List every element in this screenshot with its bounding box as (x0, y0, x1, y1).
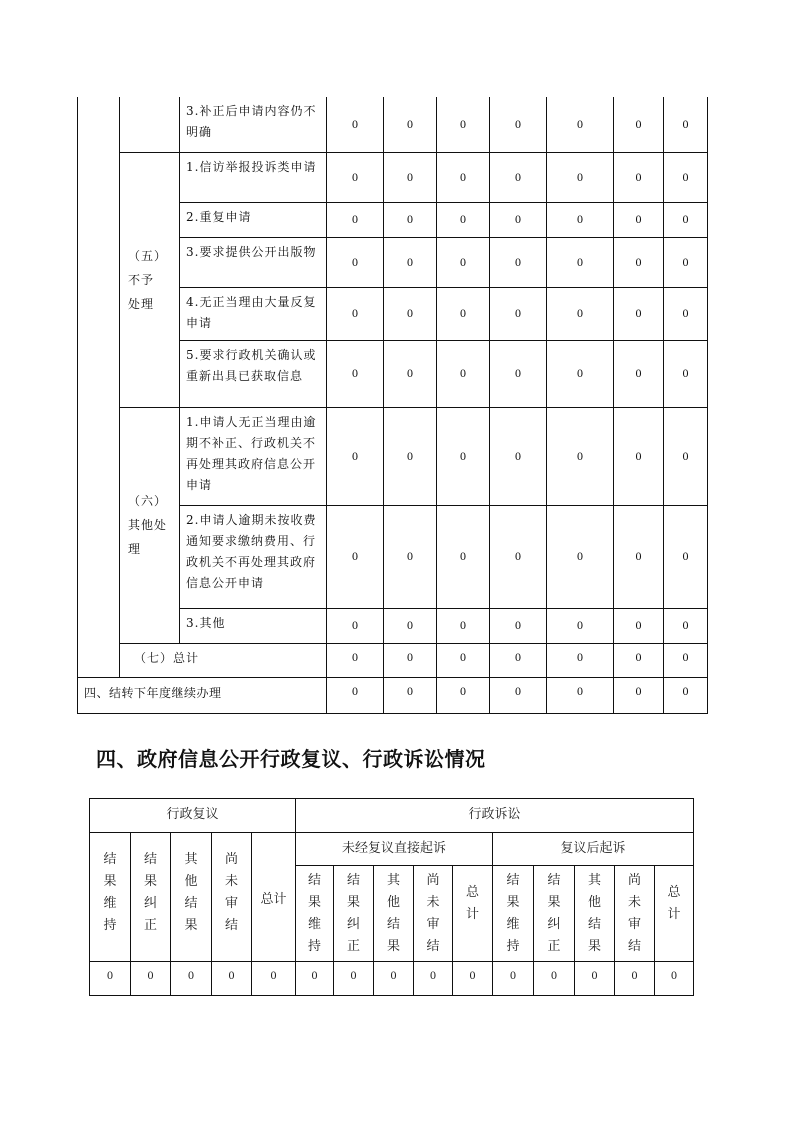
value-cell: 0 (327, 608, 384, 643)
direct-col-header (374, 866, 414, 962)
header-char: 果 (103, 874, 117, 889)
value-cell: 0 (384, 608, 437, 643)
header-char: 结 (307, 873, 321, 888)
table-row (78, 97, 708, 152)
header-char: 尚 (224, 852, 238, 867)
value-cell: 0 (384, 505, 437, 608)
table-row (78, 152, 708, 202)
total-value-cell: 0 (664, 643, 708, 677)
carryover-value-cell: 0 (614, 677, 664, 713)
header-char: 果 (184, 918, 198, 933)
value-cell: 0 (614, 287, 664, 340)
value-cell: 0 (437, 202, 490, 237)
value-cell: 0 (252, 962, 296, 996)
value-cell: 0 (547, 237, 614, 287)
direct-col-header (334, 866, 374, 962)
header-char: 结 (103, 852, 117, 867)
header-char: 持 (506, 939, 520, 954)
value-cell: 0 (614, 202, 664, 237)
group-label-line: （六） (128, 494, 168, 508)
header-char: 结 (386, 917, 400, 932)
header-char: 维 (506, 917, 520, 932)
header-char: 审 (224, 896, 238, 911)
header-char: 持 (307, 939, 321, 954)
header-char: 结 (426, 939, 440, 954)
direct-col-header (296, 866, 334, 962)
value-cell: 0 (327, 97, 384, 152)
header-char: 结 (346, 873, 360, 888)
value-cell: 0 (614, 407, 664, 505)
value-cell: 0 (664, 340, 708, 407)
review-litigation-table (89, 798, 694, 996)
value-cell: 0 (414, 962, 453, 996)
group-label-line: 其他处 (128, 518, 168, 532)
header-char: 结 (587, 917, 601, 932)
header-char: 他 (587, 895, 601, 910)
header-char: 结 (506, 873, 520, 888)
value-cell: 0 (374, 962, 414, 996)
carryover-value-cell: 0 (547, 677, 614, 713)
total-value-cell: 0 (327, 643, 384, 677)
header-char: 正 (346, 939, 360, 954)
header-char: 果 (587, 939, 601, 954)
section-title: 四、政府信息公开行政复议、行政诉讼情况 (96, 747, 486, 771)
header-char: 审 (627, 917, 641, 932)
group-label-line: 不予 (128, 272, 155, 287)
value-cell: 0 (614, 152, 664, 202)
value-cell: 0 (664, 152, 708, 202)
total-value-cell: 0 (384, 643, 437, 677)
value-cell: 0 (534, 962, 575, 996)
header-char: 未 (426, 895, 440, 910)
header-char: 纠 (547, 917, 561, 932)
value-cell: 0 (547, 152, 614, 202)
value-cell: 0 (131, 962, 171, 996)
value-cell: 0 (547, 340, 614, 407)
header-char: 审 (426, 917, 440, 932)
value-cell: 0 (655, 962, 694, 996)
row-label: 5.要求行政机关确认或重新出具已获取信息 (180, 340, 327, 407)
carryover-label: 四、结转下年度继续办理 (78, 677, 327, 713)
header-char: 结 (547, 873, 561, 888)
value-cell: 0 (547, 505, 614, 608)
row-label: 2.申请人逾期未按收费通知要求缴纳费用、行政机关不再处理其政府信息公开申请 (180, 505, 327, 608)
value-cell: 0 (334, 962, 374, 996)
header-char: 其 (184, 852, 198, 867)
value-cell: 0 (614, 608, 664, 643)
value-cell: 0 (615, 962, 655, 996)
total-value-cell: 0 (437, 643, 490, 677)
value-cell: 0 (575, 962, 615, 996)
group-label-line: （五） (128, 248, 168, 263)
after-review-suit-header: 复议后起诉 (493, 833, 694, 866)
review-col-header (131, 833, 171, 962)
header-char: 未 (627, 895, 641, 910)
value-cell: 0 (490, 97, 547, 152)
value-cell: 0 (296, 962, 334, 996)
value-cell: 0 (437, 608, 490, 643)
value-cell: 0 (384, 287, 437, 340)
value-cell: 0 (490, 340, 547, 407)
after-review-col-header (493, 866, 534, 962)
after-review-col-header (655, 866, 694, 962)
value-cell: 0 (327, 202, 384, 237)
total-label: （七）总计 (120, 643, 327, 677)
header-char: 维 (103, 896, 117, 911)
row-label: 4.无正当理由大量反复申请 (180, 287, 327, 340)
header-char: 结 (224, 918, 238, 933)
header-char: 计 (667, 907, 681, 922)
header-char: 纠 (346, 917, 360, 932)
value-cell: 0 (384, 407, 437, 505)
application-handling-table (77, 97, 708, 714)
table-row (78, 407, 708, 505)
group-label-line: 处理 (128, 296, 155, 311)
carryover-row (78, 677, 708, 713)
carryover-value-cell: 0 (664, 677, 708, 713)
value-cell: 0 (664, 202, 708, 237)
header-char: 结 (627, 939, 641, 954)
group-label-other-processing (120, 407, 180, 643)
value-cell: 0 (490, 505, 547, 608)
value-cell: 0 (90, 962, 131, 996)
header-char: 尚 (426, 873, 440, 888)
value-cell: 0 (327, 152, 384, 202)
value-cell: 0 (437, 237, 490, 287)
header-char: 持 (103, 918, 117, 933)
value-cell: 0 (547, 202, 614, 237)
direct-suit-header: 未经复议直接起诉 (296, 833, 493, 866)
direct-col-header (453, 866, 493, 962)
header-char: 其 (386, 873, 400, 888)
value-cell: 0 (384, 340, 437, 407)
value-cell: 0 (212, 962, 252, 996)
header-char: 果 (346, 895, 360, 910)
review-col-header: 总计 (252, 833, 296, 962)
group-label-line: 理 (128, 542, 142, 556)
value-cell: 0 (490, 152, 547, 202)
value-cell: 0 (614, 340, 664, 407)
value-cell: 0 (384, 152, 437, 202)
value-cell: 0 (547, 407, 614, 505)
header-char: 果 (307, 895, 321, 910)
value-cell: 0 (614, 97, 664, 152)
header-char: 维 (307, 917, 321, 932)
value-cell: 0 (614, 505, 664, 608)
header-char: 总 (667, 885, 681, 900)
value-cell: 0 (384, 237, 437, 287)
value-cell: 0 (664, 97, 708, 152)
after-review-col-header (575, 866, 615, 962)
carryover-value-cell: 0 (437, 677, 490, 713)
value-cell: 0 (664, 608, 708, 643)
after-review-col-header (615, 866, 655, 962)
header-char: 纠 (143, 896, 157, 911)
total-value-cell: 0 (547, 643, 614, 677)
review-col-header (171, 833, 212, 962)
header-char: 尚 (627, 873, 641, 888)
header-char: 果 (547, 895, 561, 910)
value-cell: 0 (437, 407, 490, 505)
row-label: 1.申请人无正当理由逾期不补正、行政机关不再处理其政府信息公开申请 (180, 407, 327, 505)
value-cell: 0 (490, 407, 547, 505)
value-cell: 0 (490, 202, 547, 237)
value-cell: 0 (437, 505, 490, 608)
header-char: 果 (143, 874, 157, 889)
value-cell: 0 (327, 340, 384, 407)
value-cell: 0 (493, 962, 534, 996)
group-cell-continued (120, 97, 180, 152)
total-value-cell: 0 (614, 643, 664, 677)
value-cell: 0 (327, 407, 384, 505)
value-cell: 0 (453, 962, 493, 996)
header-char: 其 (587, 873, 601, 888)
header-char: 结 (184, 896, 198, 911)
value-cell: 0 (437, 152, 490, 202)
outer-group-cell (78, 97, 120, 677)
header-char: 结 (143, 852, 157, 867)
value-cell: 0 (327, 505, 384, 608)
value-cell: 0 (384, 97, 437, 152)
value-cell: 0 (384, 202, 437, 237)
review-header: 行政复议 (90, 799, 296, 833)
total-value-cell: 0 (490, 643, 547, 677)
carryover-value-cell: 0 (327, 677, 384, 713)
row-label: 3.补正后申请内容仍不明确 (180, 97, 327, 152)
group-label-not-processed (120, 152, 180, 407)
after-review-col-header (534, 866, 575, 962)
value-cell: 0 (547, 608, 614, 643)
row-label: 1.信访举报投诉类申请 (180, 152, 327, 202)
value-row (90, 962, 694, 996)
value-cell: 0 (437, 287, 490, 340)
value-cell: 0 (614, 237, 664, 287)
direct-col-header (414, 866, 453, 962)
value-cell: 0 (437, 340, 490, 407)
value-cell: 0 (664, 237, 708, 287)
header-char: 果 (386, 939, 400, 954)
header-row (90, 833, 694, 866)
carryover-value-cell: 0 (490, 677, 547, 713)
header-char: 他 (184, 874, 198, 889)
value-cell: 0 (664, 505, 708, 608)
value-cell: 0 (327, 237, 384, 287)
value-cell: 0 (437, 97, 490, 152)
litigation-header: 行政诉讼 (296, 799, 694, 833)
value-cell: 0 (490, 237, 547, 287)
header-char: 果 (506, 895, 520, 910)
review-col-header (90, 833, 131, 962)
value-cell: 0 (547, 97, 614, 152)
row-label: 2.重复申请 (180, 202, 327, 237)
row-label: 3.其他 (180, 608, 327, 643)
row-label: 3.要求提供公开出版物 (180, 237, 327, 287)
review-col-header (212, 833, 252, 962)
total-row (78, 643, 708, 677)
header-char: 他 (386, 895, 400, 910)
header-char: 计 (465, 907, 479, 922)
carryover-value-cell: 0 (384, 677, 437, 713)
header-char: 总 (465, 885, 479, 900)
header-char: 正 (143, 918, 157, 933)
value-cell: 0 (327, 287, 384, 340)
value-cell: 0 (490, 287, 547, 340)
value-cell: 0 (547, 287, 614, 340)
header-char: 正 (547, 939, 561, 954)
value-cell: 0 (171, 962, 212, 996)
value-cell: 0 (490, 608, 547, 643)
header-char: 未 (224, 874, 238, 889)
value-cell: 0 (664, 287, 708, 340)
value-cell: 0 (664, 407, 708, 505)
header-row (90, 799, 694, 833)
